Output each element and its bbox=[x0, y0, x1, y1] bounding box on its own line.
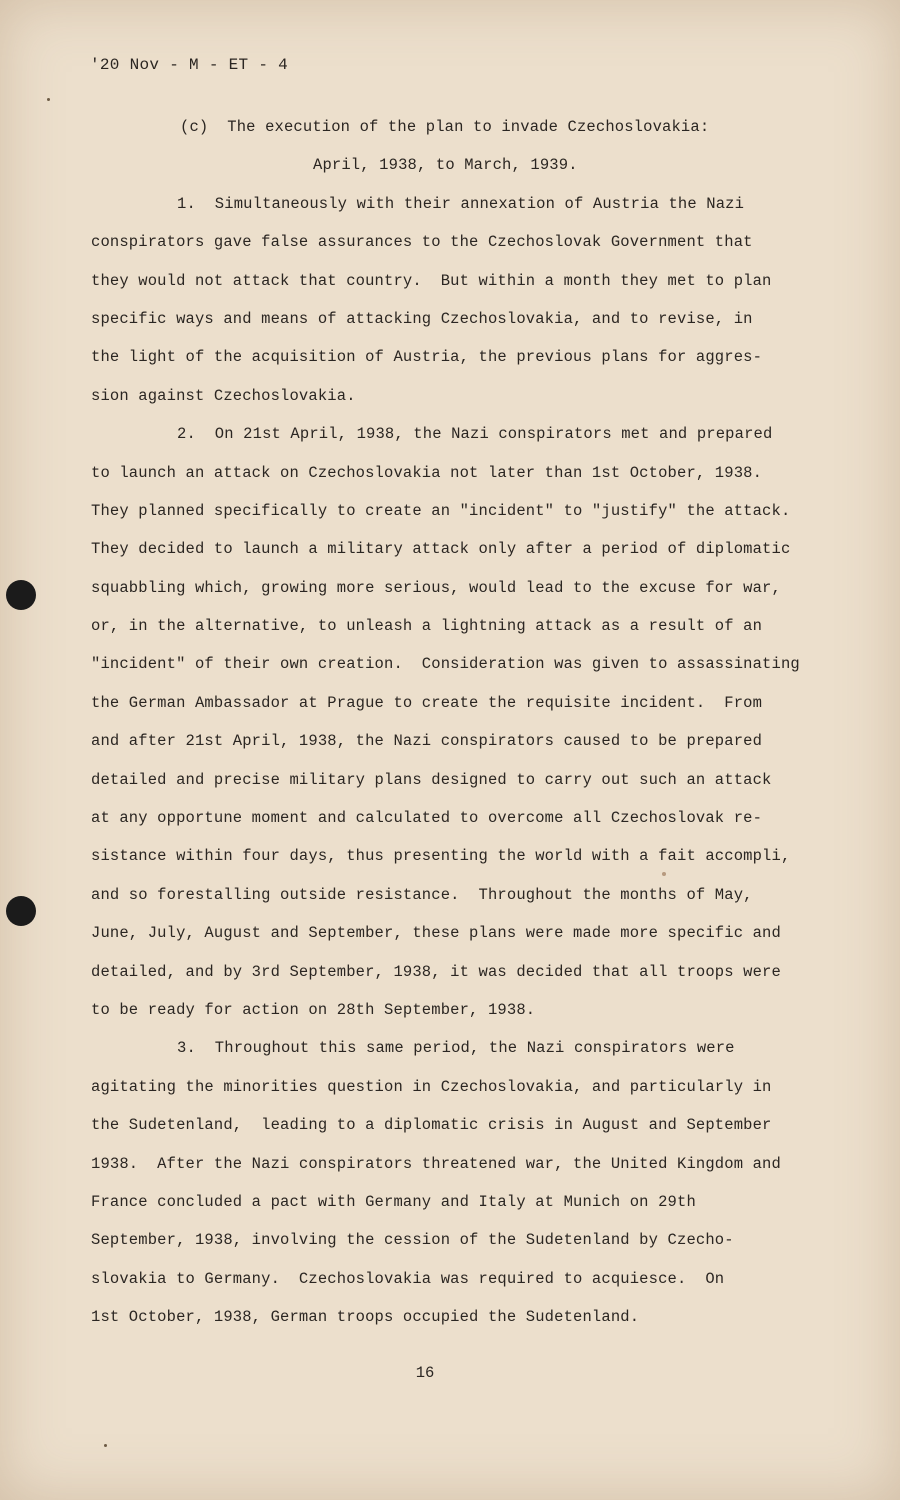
page-number: 16 bbox=[415, 1364, 435, 1382]
punch-hole bbox=[6, 580, 36, 610]
paragraph-line: They decided to launch a military attack only after a period of diplomatic bbox=[91, 540, 791, 559]
paragraph-line: France concluded a pact with Germany and Italy at Munich on 29th bbox=[91, 1192, 696, 1211]
paragraph-line: specific ways and means of attacking Czechoslovakia, and to revise, in bbox=[91, 309, 753, 328]
paragraph-line: and so forestalling outside resistance. Throughout the months of May, bbox=[91, 885, 753, 904]
paragraph-line: squabbling which, growing more serious, would lead to the excuse for war, bbox=[91, 578, 781, 597]
paper-speck bbox=[47, 98, 50, 101]
section-heading: (c) The execution of the plan to invade Czechoslovakia: bbox=[180, 118, 710, 136]
paragraph-2 bbox=[91, 415, 821, 1029]
paper-speck bbox=[104, 1444, 107, 1447]
paragraph-line: or, in the alternative, to unleash a lightning attack as a result of an bbox=[91, 617, 763, 636]
paragraph-1 bbox=[91, 185, 821, 415]
paragraph-line: 2. On 21st April, 1938, the Nazi conspirators met and prepared bbox=[177, 425, 773, 444]
paragraph-line: the light of the acquisition of Austria, the previous plans for aggres- bbox=[91, 348, 763, 367]
paragraph-line: at any opportune moment and calculated to overcome all Czechoslovak re- bbox=[91, 809, 763, 828]
paragraph-line: September, 1938, involving the cession of the Sudetenland by Czecho- bbox=[91, 1231, 734, 1250]
paragraph-line: 1. Simultaneously with their annexation of Austria the Nazi bbox=[177, 194, 745, 213]
document-body bbox=[91, 108, 821, 1337]
paragraph-line: the Sudetenland, leading to a diplomatic crisis in August and September bbox=[91, 1116, 772, 1135]
paragraph-line: they would not attack that country. But within a month they met to plan bbox=[91, 271, 772, 290]
paragraph-line: conspirators gave false assurances to the Czechoslovak Government that bbox=[91, 233, 753, 252]
paragraph-line: to be ready for action on 28th September, 1938. bbox=[91, 1000, 536, 1019]
paragraph-line: sion against Czechoslovakia. bbox=[91, 386, 356, 405]
paragraph-line: 1938. After the Nazi conspirators threatened war, the United Kingdom and bbox=[91, 1154, 781, 1173]
paragraph-line: agitating the minorities question in Czechoslovakia, and particularly in bbox=[91, 1077, 772, 1096]
paragraph-line: 1st October, 1938, German troops occupied the Sudetenland. bbox=[91, 1308, 640, 1327]
paragraph-line: to launch an attack on Czechoslovakia not later than 1st October, 1938. bbox=[91, 463, 763, 482]
paragraph-line: 3. Throughout this same period, the Nazi conspirators were bbox=[177, 1039, 735, 1058]
paragraph-line: detailed, and by 3rd September, 1938, it was decided that all troops were bbox=[91, 962, 781, 981]
paragraph-line: sistance within four days, thus presenting the world with a fait accompli, bbox=[91, 847, 791, 866]
paragraph-line: They planned specifically to create an "incident" to "justify" the attack. bbox=[91, 501, 791, 520]
paragraph-line: detailed and precise military plans designed to carry out such an attack bbox=[91, 770, 772, 789]
paragraph-line: the German Ambassador at Prague to create the requisite incident. From bbox=[91, 693, 763, 712]
paragraph-line: and after 21st April, 1938, the Nazi conspirators caused to be prepared bbox=[91, 732, 763, 751]
punch-hole bbox=[6, 896, 36, 926]
section-heading-dates: April, 1938, to March, 1939. bbox=[313, 156, 578, 175]
paragraph-3 bbox=[91, 1029, 821, 1336]
paragraph-line: slovakia to Germany. Czechoslovakia was required to acquiesce. On bbox=[91, 1269, 725, 1288]
document-reference: '20 Nov - M - ET - 4 bbox=[90, 56, 289, 74]
paragraph-line: June, July, August and September, these plans were made more specific and bbox=[91, 924, 781, 943]
paragraph-line: "incident" of their own creation. Consideration was given to assassinating bbox=[91, 655, 800, 674]
